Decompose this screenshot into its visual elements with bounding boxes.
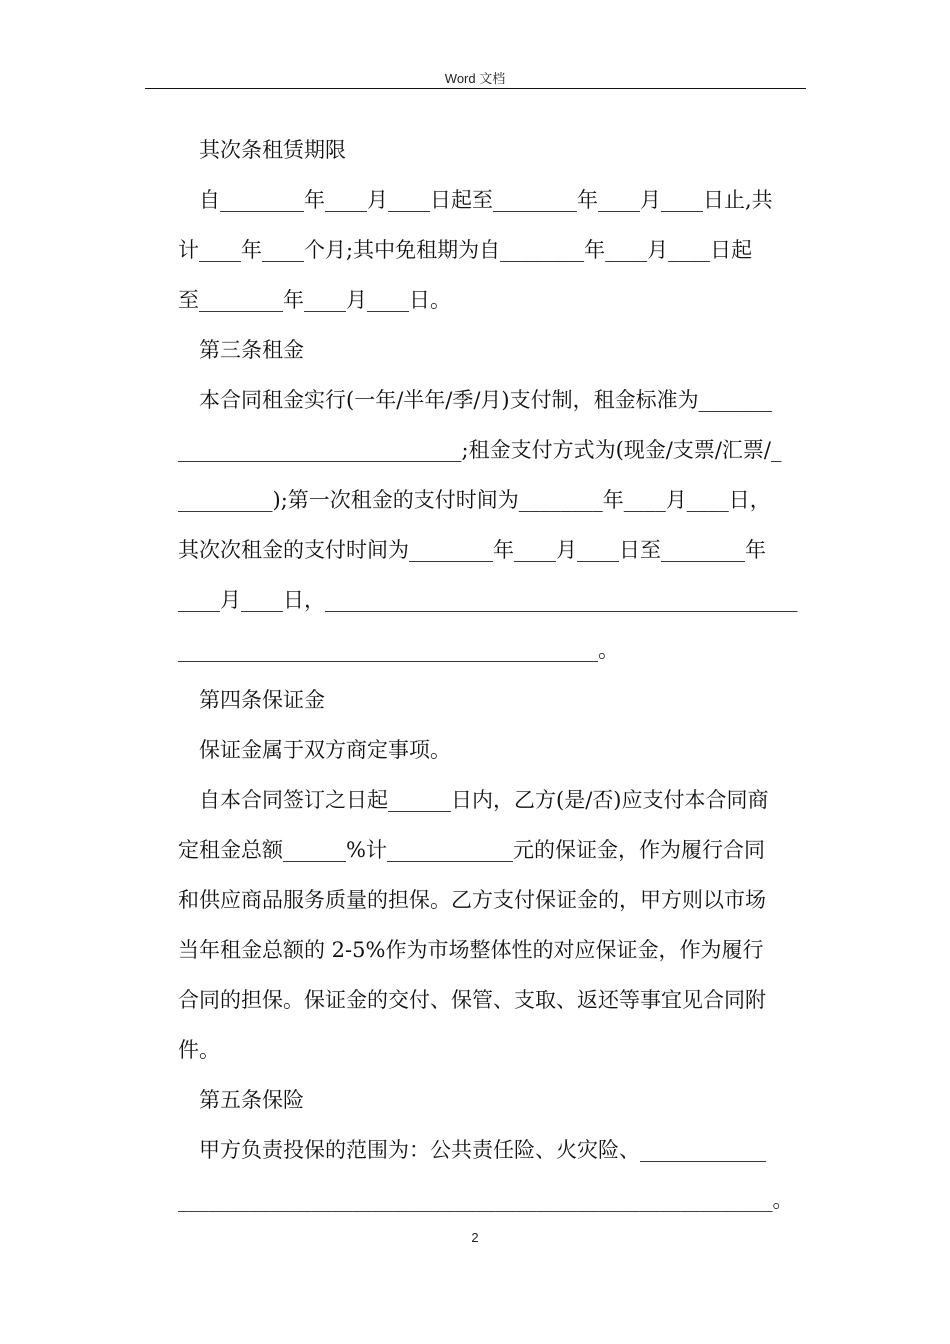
paragraph-line: 甲方负责投保的范围为：公共责任险、火灾险、____________: [199, 1138, 766, 1162]
paragraph-line: 定租金总额______%计____________元的保证金，作为履行合同: [178, 838, 765, 862]
paragraph-line: ________________________________________。: [178, 638, 619, 662]
section-heading-insurance: 第五条保险: [199, 1088, 304, 1112]
paragraph-line: 自________年____月____日起至________年____月____日止,共: [199, 188, 773, 212]
paragraph-line: 保证金属于双方商定事项。: [199, 738, 451, 762]
paragraph-line: ___________________________;租金支付方式为(现金/支票/汇票/_: [178, 438, 782, 462]
page-header: Word 文档: [444, 71, 506, 86]
header-rule: [145, 88, 806, 89]
paragraph-line: 本合同租金实行(一年/半年/季/月)支付制，租金标准为_______: [199, 388, 773, 412]
paragraph-line: _________);第一次租金的支付时间为________年____月____日，: [178, 488, 771, 512]
paragraph-line: 件。: [178, 1038, 220, 1062]
document-body: [178, 125, 806, 1225]
paragraph-line: 当年租金总额的 2-5%作为市场整体性的对应保证金，作为履行: [178, 938, 764, 962]
paragraph-line: 合同的担保。保证金的交付、保管、支取、返还等事宜见合同附: [178, 988, 766, 1012]
paragraph-line: 至________年____月____日。: [178, 288, 451, 312]
paragraph-line: 自本合同签订之日起______日内，乙方(是/否)应支付本合同商: [199, 788, 769, 812]
paragraph-line: 和供应商品服务质量的担保。乙方支付保证金的，甲方则以市场: [178, 888, 766, 912]
paragraph-line: __________________________________________________________。: [178, 1188, 793, 1212]
section-heading-rent: 第三条租金: [199, 338, 304, 362]
page-number: 2: [471, 1230, 479, 1245]
paragraph-line: 其次次租金的支付时间为________年____月____日至________年: [178, 538, 766, 562]
paragraph-line: 计____年____个月;其中免租期为自________年____月____日起: [178, 238, 753, 262]
paragraph-line: ____月____日，_____________________________________________: [178, 588, 798, 612]
section-heading-deposit: 第四条保证金: [199, 688, 325, 712]
section-heading-term: 其次条租赁期限: [199, 138, 346, 162]
